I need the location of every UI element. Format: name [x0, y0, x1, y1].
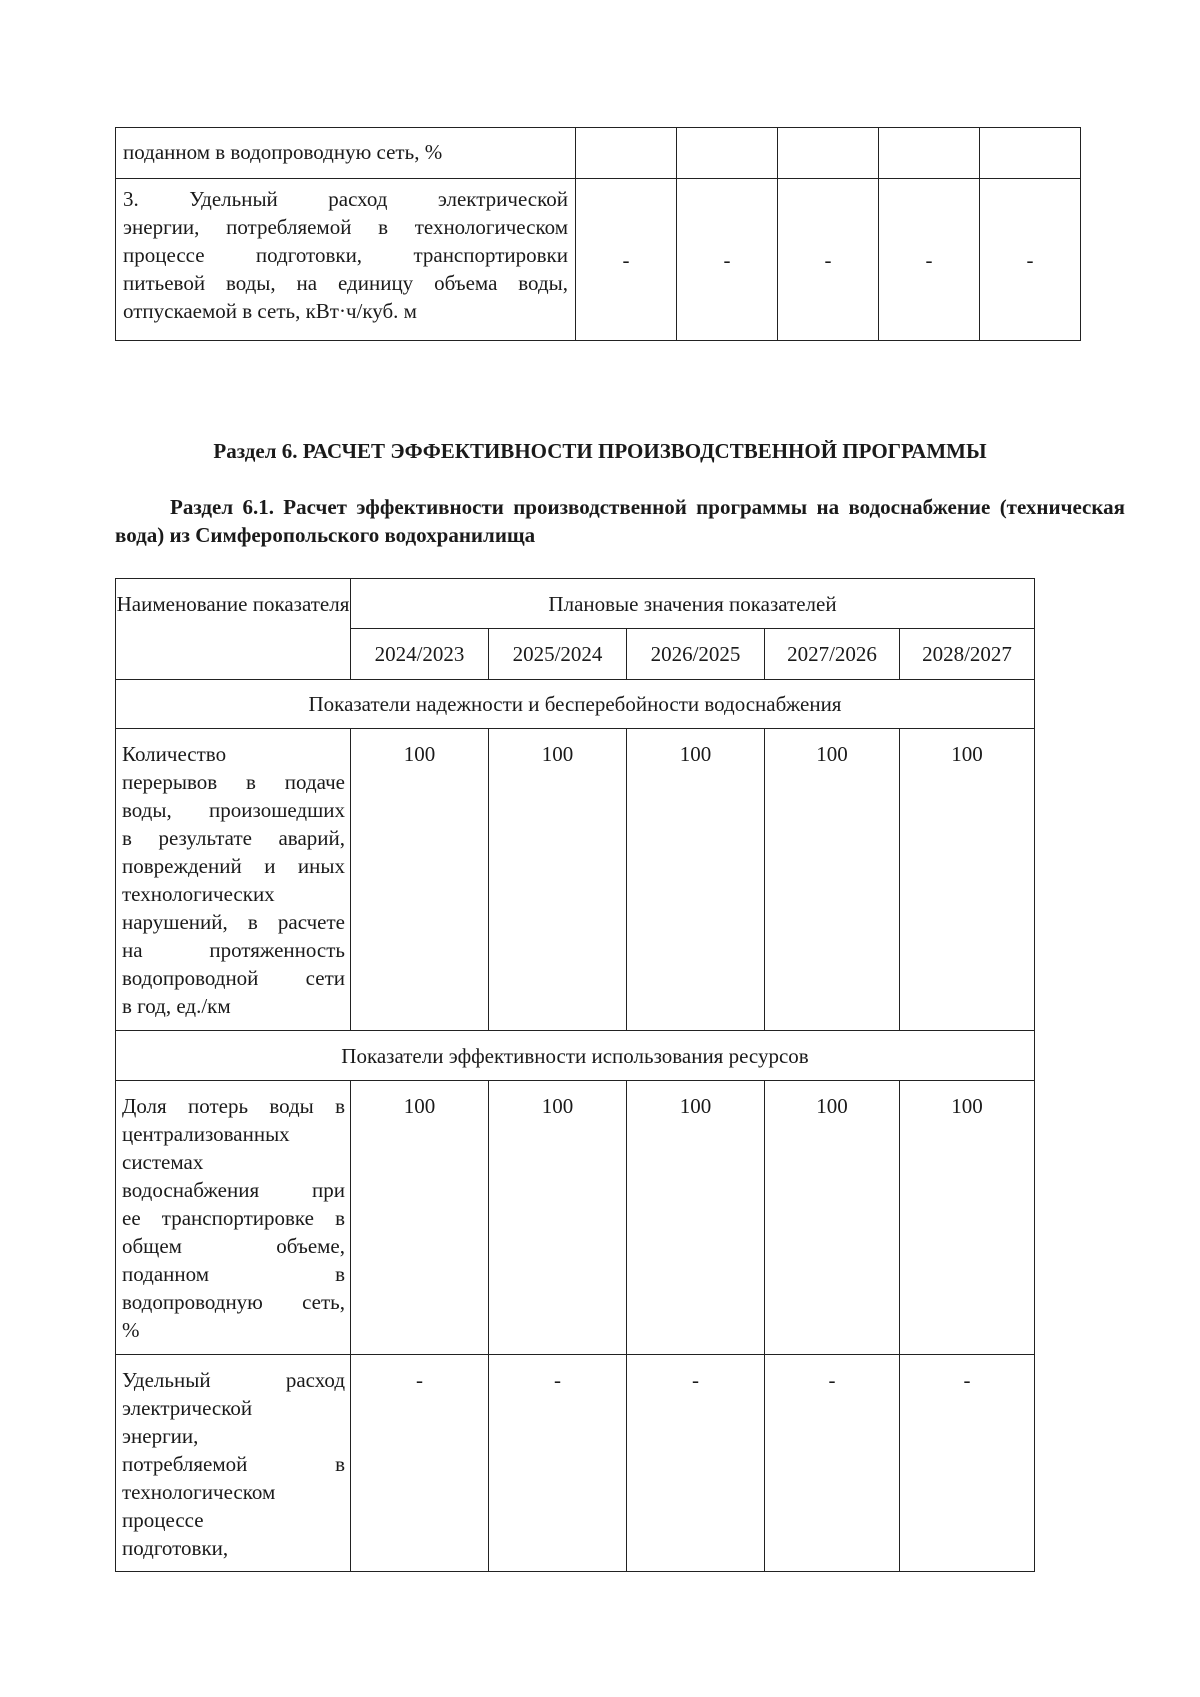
label-line: процессе [122, 1508, 204, 1532]
value-cell: - [351, 1355, 489, 1572]
label-line: Удельный расход [122, 1368, 345, 1392]
value-cell: - [627, 1355, 765, 1572]
label-line: % [122, 1318, 140, 1342]
value-cell: - [677, 179, 778, 341]
label-line: в результате аварий, [122, 826, 345, 850]
label-line: потребляемой в [122, 1452, 345, 1476]
table-row [116, 179, 1081, 341]
label-line: электрической [122, 1396, 253, 1420]
group-row [116, 1031, 1035, 1081]
value-cell [879, 128, 980, 179]
value-cell [576, 128, 677, 179]
year-header: 2026/2025 [627, 629, 765, 680]
indicator-label [116, 1081, 351, 1355]
value-cell: 100 [765, 729, 900, 1031]
value-cell: 100 [900, 1081, 1035, 1355]
table-header-row [116, 579, 1035, 629]
value-cell: - [900, 1355, 1035, 1572]
label-line: энергии, [122, 1424, 199, 1448]
subsection-heading: Раздел 6.1. Расчет эффективности производственной программы на водоснабжение (техническая вода) из Симферопольского водохранилища [115, 495, 1125, 547]
label-line: поданном в [122, 1262, 345, 1286]
label-line: водопроводную сеть, [122, 1290, 345, 1314]
value-cell: - [489, 1355, 627, 1572]
label-line: технологическом [122, 1480, 276, 1504]
label-line: процессе подготовки, транспортировки [123, 243, 568, 267]
label-line: повреждений и иных [122, 854, 345, 878]
label-line: общем объеме, [122, 1234, 345, 1258]
value-cell: 100 [489, 729, 627, 1031]
value-cell: 100 [351, 1081, 489, 1355]
continuation-table [115, 127, 1081, 341]
table-row [116, 128, 1081, 179]
value-cell: 100 [765, 1081, 900, 1355]
label-line: Доля потерь воды в [122, 1094, 345, 1118]
table-row [116, 729, 1035, 1031]
value-cell: - [576, 179, 677, 341]
group-row [116, 680, 1035, 729]
indicators-table [115, 578, 1035, 1572]
label-line: в год, ед./км [122, 994, 231, 1018]
label-line: технологических [122, 882, 275, 906]
indicator-label [116, 179, 576, 341]
year-header: 2025/2024 [489, 629, 627, 680]
value-cell: 100 [627, 1081, 765, 1355]
label-line: водоснабжения при [122, 1178, 345, 1202]
label-line: воды, произошедших [122, 798, 345, 822]
value-cell: 100 [351, 729, 489, 1031]
section-heading: Раздел 6. РАСЧЕТ ЭФФЕКТИВНОСТИ ПРОИЗВОДСТВЕННОЙ ПРОГРАММЫ [213, 439, 987, 463]
value-cell: - [765, 1355, 900, 1572]
label-line: нарушений, в расчете [122, 910, 345, 934]
indicator-label [116, 1355, 351, 1572]
plan-values-header: Плановые значения показателей [351, 579, 1035, 629]
year-header: 2024/2023 [351, 629, 489, 680]
label-line: отпускаемой в сеть, кВт·ч/куб. м [123, 299, 417, 323]
table-row [116, 1081, 1035, 1355]
year-header: 2028/2027 [900, 629, 1035, 680]
name-column-header: Наименование показателя [116, 579, 351, 680]
label-line: подготовки, [122, 1536, 229, 1560]
label-line: 3. Удельный расход электрической [123, 187, 568, 211]
group-title: Показатели надежности и бесперебойности водоснабжения [116, 680, 1035, 729]
indicator-label: поданном в водопроводную сеть, % [116, 128, 576, 179]
label-line: перерывов в подаче [122, 770, 345, 794]
value-cell [778, 128, 879, 179]
value-cell: - [778, 179, 879, 341]
label-line: ее транспортировке в [122, 1206, 345, 1230]
table-row [116, 1355, 1035, 1572]
label-line: Количество [122, 742, 227, 766]
label-line: централизованных [122, 1122, 290, 1146]
value-cell: - [980, 179, 1081, 341]
year-header: 2027/2026 [765, 629, 900, 680]
value-cell [677, 128, 778, 179]
label-line: энергии, потребляемой в технологическом [123, 215, 568, 239]
label-line: водопроводной сети [122, 966, 345, 990]
value-cell: - [879, 179, 980, 341]
value-cell: 100 [489, 1081, 627, 1355]
value-cell: 100 [900, 729, 1035, 1031]
label-line: питьевой воды, на единицу объема воды, [123, 271, 568, 295]
value-cell: 100 [627, 729, 765, 1031]
indicator-label [116, 729, 351, 1031]
label-line: системах [122, 1150, 204, 1174]
value-cell [980, 128, 1081, 179]
label-line: на протяженность [122, 938, 345, 962]
group-title: Показатели эффективности использования ресурсов [116, 1031, 1035, 1081]
